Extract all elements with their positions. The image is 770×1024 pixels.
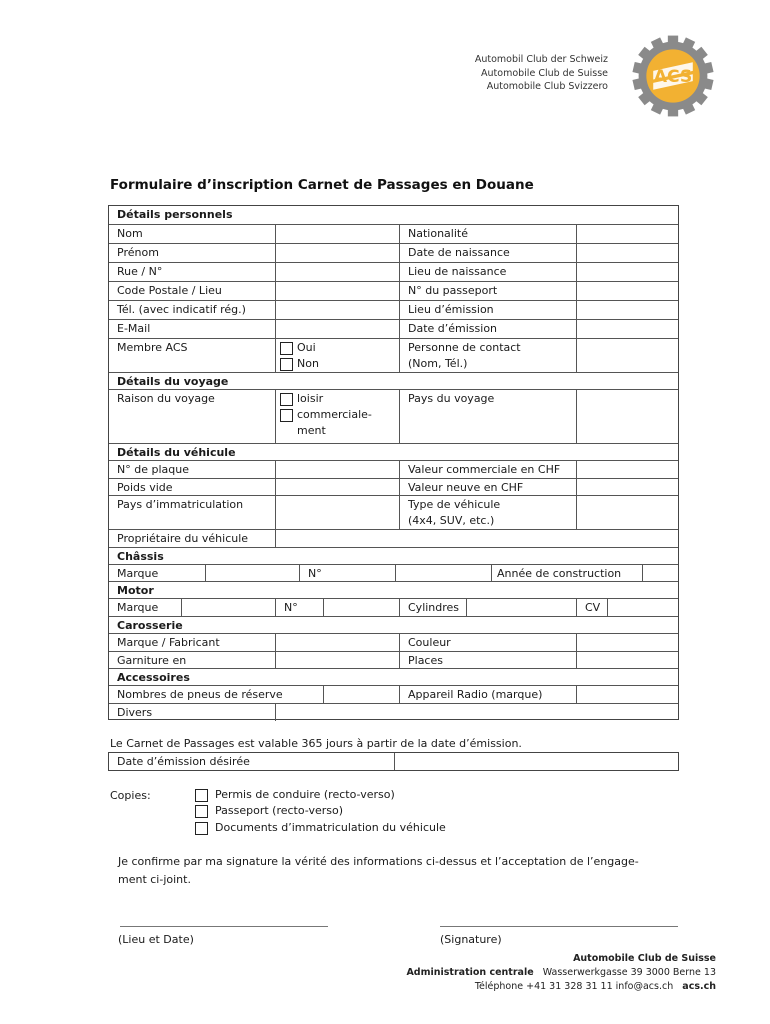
section-body-row xyxy=(109,616,678,633)
checkbox-permis[interactable] xyxy=(195,789,208,802)
label-date-emission: Date d’émission xyxy=(399,320,497,338)
section-accessories-heading: Accessoires xyxy=(117,671,190,684)
option-oui[interactable] xyxy=(276,340,399,356)
section-accessories-row xyxy=(109,668,678,685)
field-rue[interactable] xyxy=(275,263,399,281)
option-oui-label: Oui xyxy=(297,341,316,354)
field-nom[interactable] xyxy=(275,225,399,243)
field-cv[interactable] xyxy=(607,599,678,616)
option-commercial[interactable] xyxy=(276,407,399,423)
option-commercial-label: commerciale- xyxy=(297,408,372,421)
label-lieu-emission: Lieu d’émission xyxy=(399,301,494,319)
field-code-postal[interactable] xyxy=(275,282,399,300)
section-personal-heading: Détails personnels xyxy=(117,208,233,221)
label-chassis-numero: N° xyxy=(299,565,395,581)
label-pays-voyage: Pays du voyage xyxy=(399,390,494,443)
copy-documents-label: Documents d’immatriculation du véhicule xyxy=(215,821,446,834)
label-contact xyxy=(399,339,521,372)
registration-form-table xyxy=(108,205,679,720)
org-name-fr: Automobile Club de Suisse xyxy=(481,67,608,79)
form-title: Formulaire d’inscription Carnet de Passages en Douane xyxy=(110,177,534,193)
field-poids[interactable] xyxy=(275,479,399,495)
membre-options xyxy=(275,339,399,372)
footer-phone-email: Téléphone +41 31 328 31 11 info@acs.ch xyxy=(474,981,674,992)
section-trip-row xyxy=(109,372,678,389)
organization-names xyxy=(475,53,608,94)
signature-line[interactable] xyxy=(440,926,678,927)
row-fabricant xyxy=(109,633,678,651)
checkbox-commercial[interactable] xyxy=(280,409,293,422)
row-prenom xyxy=(109,243,678,262)
field-valeur-neuve[interactable] xyxy=(576,479,678,495)
acs-gear-logo xyxy=(630,33,716,119)
label-nationalite: Nationalité xyxy=(399,225,468,243)
option-non-label: Non xyxy=(297,357,319,370)
label-fabricant: Marque / Fabricant xyxy=(117,636,220,649)
field-email[interactable] xyxy=(275,320,399,338)
emission-date-table xyxy=(108,752,679,771)
row-emission-date xyxy=(109,753,678,770)
label-poids: Poids vide xyxy=(117,481,173,494)
label-pays-immat: Pays d’immatriculation xyxy=(117,498,244,511)
field-divers[interactable] xyxy=(275,704,678,721)
place-date-label: (Lieu et Date) xyxy=(118,933,194,946)
field-proprietaire[interactable] xyxy=(275,530,678,547)
label-plaque: N° de plaque xyxy=(117,463,189,476)
checkbox-oui[interactable] xyxy=(280,342,293,355)
logo-text: ACS xyxy=(653,67,693,88)
label-rue: Rue / N° xyxy=(117,265,163,278)
section-vehicle-heading: Détails du véhicule xyxy=(117,446,236,459)
confirmation-line2: ment ci-joint. xyxy=(118,873,191,886)
section-trip-heading: Détails du voyage xyxy=(117,375,229,388)
field-emission-desiree[interactable] xyxy=(394,753,678,770)
label-motor-marque: Marque xyxy=(117,601,159,614)
field-annee[interactable] xyxy=(642,565,678,581)
option-commercial-cont xyxy=(276,423,399,439)
label-divers: Divers xyxy=(117,706,153,719)
label-annee: Année de construction xyxy=(491,565,642,581)
label-contact-line2: (Nom, Tél.) xyxy=(408,357,468,370)
label-email: E-Mail xyxy=(117,322,151,335)
label-tel: Tél. (avec indicatif rég.) xyxy=(117,303,246,316)
label-radio: Appareil Radio (marque) xyxy=(399,686,542,703)
validity-note: Le Carnet de Passages est valable 365 jours à partir de la date d’émission. xyxy=(110,737,522,750)
label-cylindres: Cylindres xyxy=(399,599,466,616)
section-chassis-heading: Châssis xyxy=(117,550,164,563)
row-proprietaire xyxy=(109,529,678,547)
label-membre: Membre ACS xyxy=(117,341,188,354)
field-fabricant[interactable] xyxy=(275,634,399,651)
label-type-vehicule xyxy=(399,496,500,529)
row-pays-immat xyxy=(109,495,678,529)
label-places: Places xyxy=(399,652,443,668)
label-type-line2: (4x4, SUV, etc.) xyxy=(408,514,495,527)
label-valeur-neuve: Valeur neuve en CHF xyxy=(399,479,523,495)
field-lieu-emission[interactable] xyxy=(576,301,678,319)
row-chassis xyxy=(109,564,678,581)
label-proprietaire: Propriétaire du véhicule xyxy=(117,532,249,545)
label-garniture: Garniture en xyxy=(117,654,187,667)
row-rue xyxy=(109,262,678,281)
option-non[interactable] xyxy=(276,356,399,372)
field-nationalite[interactable] xyxy=(576,225,678,243)
label-type-line1: Type de véhicule xyxy=(408,498,501,511)
signature-label: (Signature) xyxy=(440,933,502,946)
checkbox-passeport[interactable] xyxy=(195,805,208,818)
field-pneus[interactable] xyxy=(323,686,399,703)
option-commercial-label-2: ment xyxy=(297,424,326,437)
field-chassis-marque[interactable] xyxy=(205,565,299,581)
row-raison xyxy=(109,389,678,443)
row-garniture xyxy=(109,651,678,668)
section-motor-row xyxy=(109,581,678,598)
footer-admin-label: Administration centrale xyxy=(406,967,534,978)
field-radio[interactable] xyxy=(576,686,678,703)
copy-passeport-label: Passeport (recto-verso) xyxy=(215,804,344,817)
label-couleur: Couleur xyxy=(399,634,451,651)
section-chassis-row xyxy=(109,547,678,564)
section-personal-row xyxy=(109,206,678,224)
label-nom: Nom xyxy=(117,227,143,240)
field-valeur-commerciale[interactable] xyxy=(576,461,678,478)
raison-options xyxy=(275,390,399,443)
row-pneus xyxy=(109,685,678,703)
copy-permis-label: Permis de conduire (recto-verso) xyxy=(215,788,395,801)
field-chassis-numero[interactable] xyxy=(395,565,491,581)
field-cylindres[interactable] xyxy=(466,599,576,616)
field-prenom[interactable] xyxy=(275,244,399,262)
section-vehicle-row xyxy=(109,443,678,460)
field-garniture[interactable] xyxy=(275,652,399,668)
option-loisir-label: loisir xyxy=(297,392,324,405)
field-plaque[interactable] xyxy=(275,461,399,478)
row-code-postal xyxy=(109,281,678,300)
label-raison: Raison du voyage xyxy=(117,392,215,405)
footer-org-name: Automobile Club de Suisse xyxy=(573,953,716,964)
field-pays-immat[interactable] xyxy=(275,496,399,529)
row-nom xyxy=(109,224,678,243)
org-name-de: Automobil Club der Schweiz xyxy=(474,54,608,65)
label-valeur-commerciale: Valeur commerciale en CHF xyxy=(399,461,560,478)
checkbox-documents[interactable] xyxy=(195,822,208,835)
field-places[interactable] xyxy=(576,652,678,668)
field-date-emission[interactable] xyxy=(576,320,678,338)
footer-contact xyxy=(475,980,716,994)
section-motor-heading: Motor xyxy=(117,584,154,597)
label-pneus: Nombres de pneus de réserve xyxy=(117,688,283,701)
label-contact-line1: Personne de contact xyxy=(408,341,521,354)
field-tel[interactable] xyxy=(275,301,399,319)
checkbox-non[interactable] xyxy=(280,358,293,371)
footer-address: Wasserwerkgasse 39 3000 Berne 13 xyxy=(542,967,716,978)
row-plaque xyxy=(109,460,678,478)
row-poids xyxy=(109,478,678,495)
checkbox-loisir[interactable] xyxy=(280,393,293,406)
footer-admin xyxy=(406,966,716,980)
label-date-naissance: Date de naissance xyxy=(399,244,510,262)
row-email xyxy=(109,319,678,338)
section-body-heading: Carosserie xyxy=(117,619,183,632)
field-pays-voyage[interactable] xyxy=(576,390,678,443)
label-emission-desiree: Date d’émission désirée xyxy=(117,755,250,768)
label-motor-numero: N° xyxy=(275,599,323,616)
place-date-line[interactable] xyxy=(120,926,328,927)
row-tel xyxy=(109,300,678,319)
field-contact[interactable] xyxy=(576,339,678,372)
row-motor xyxy=(109,598,678,616)
field-couleur[interactable] xyxy=(576,634,678,651)
row-divers xyxy=(109,703,678,721)
footer-org xyxy=(573,952,716,966)
footer-site[interactable]: acs.ch xyxy=(682,981,716,992)
confirmation-text xyxy=(118,853,698,889)
option-loisir[interactable] xyxy=(276,391,399,407)
field-motor-numero[interactable] xyxy=(323,599,399,616)
org-name-it: Automobile Club Svizzero xyxy=(486,81,608,92)
field-date-naissance[interactable] xyxy=(576,244,678,262)
label-cv: CV xyxy=(576,599,607,616)
confirmation-line1: Je confirme par ma signature la vérité des informations ci-dessus et l’acceptation de l’engage- xyxy=(118,855,639,868)
label-lieu-naissance: Lieu de naissance xyxy=(399,263,506,281)
label-code-postal: Code Postale / Lieu xyxy=(117,284,222,297)
label-prenom: Prénom xyxy=(117,246,159,259)
label-passeport: N° du passeport xyxy=(399,282,497,300)
label-chassis-marque: Marque xyxy=(117,567,159,580)
row-membre xyxy=(109,338,678,372)
copies-label: Copies: xyxy=(110,789,151,802)
field-lieu-naissance[interactable] xyxy=(576,263,678,281)
field-type-vehicule[interactable] xyxy=(576,496,678,529)
field-passeport[interactable] xyxy=(576,282,678,300)
field-motor-marque[interactable] xyxy=(181,599,275,616)
